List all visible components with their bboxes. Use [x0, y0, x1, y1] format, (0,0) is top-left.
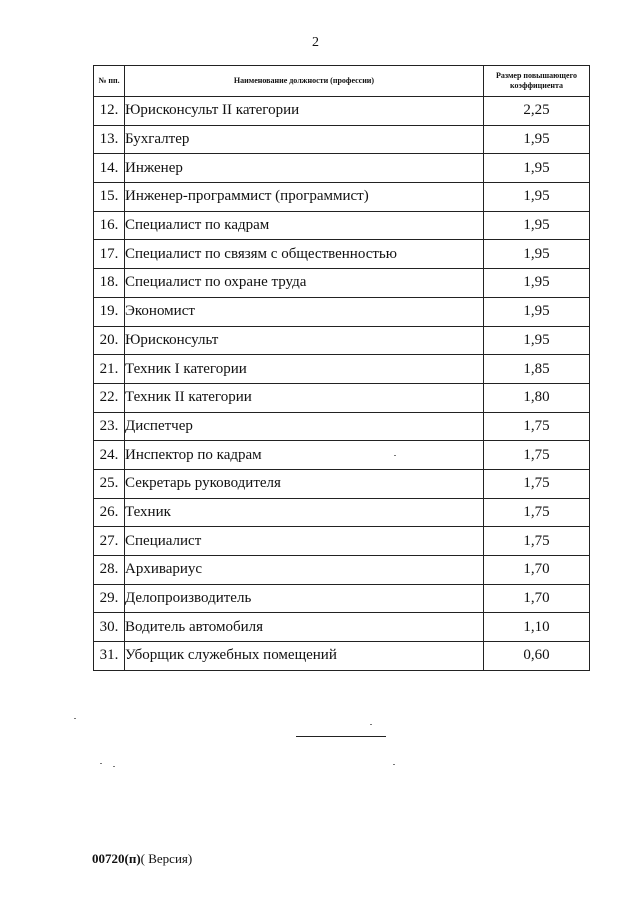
row-coefficient: 1,95	[484, 125, 590, 154]
row-number: 29.	[94, 584, 125, 613]
scan-speck	[370, 724, 372, 725]
row-number: 31.	[94, 642, 125, 671]
row-position-name: Специалист	[125, 527, 484, 556]
table-row	[94, 613, 590, 642]
row-position-name: Техник I категории	[125, 355, 484, 384]
row-coefficient: 1,75	[484, 527, 590, 556]
table-header	[94, 66, 590, 97]
table-row	[94, 240, 590, 269]
row-coefficient: 1,10	[484, 613, 590, 642]
row-number: 12.	[94, 97, 125, 126]
table-row	[94, 556, 590, 585]
row-coefficient: 1,95	[484, 297, 590, 326]
row-position-name: Инспектор по кадрам	[125, 441, 484, 470]
row-number: 20.	[94, 326, 125, 355]
row-position-name: Бухгалтер	[125, 125, 484, 154]
row-position-name: Юрисконсульт	[125, 326, 484, 355]
document-code-number: 00720(п)	[92, 851, 141, 866]
row-number: 23.	[94, 412, 125, 441]
table-row	[94, 498, 590, 527]
table-row	[94, 269, 590, 298]
table-row	[94, 383, 590, 412]
table-row	[94, 584, 590, 613]
row-position-name: Техник	[125, 498, 484, 527]
row-number: 13.	[94, 125, 125, 154]
row-coefficient: 1,75	[484, 412, 590, 441]
row-position-name: Секретарь руководителя	[125, 469, 484, 498]
table-row	[94, 412, 590, 441]
row-number: 25.	[94, 469, 125, 498]
row-number: 17.	[94, 240, 125, 269]
row-number: 30.	[94, 613, 125, 642]
row-position-name: Архивариус	[125, 556, 484, 585]
row-coefficient: 1,95	[484, 211, 590, 240]
header-number: № пп.	[94, 66, 125, 97]
document-version: ( Версия)	[140, 851, 193, 866]
row-coefficient: 0,60	[484, 642, 590, 671]
row-position-name: Делопроизводитель	[125, 584, 484, 613]
row-coefficient: 1,95	[484, 269, 590, 298]
row-coefficient: 1,95	[484, 154, 590, 183]
row-coefficient: 1,95	[484, 183, 590, 212]
row-number: 16.	[94, 211, 125, 240]
row-coefficient: 1,85	[484, 355, 590, 384]
scan-speck	[394, 455, 396, 456]
scan-speck	[74, 718, 76, 719]
table-row	[94, 97, 590, 126]
table-row	[94, 527, 590, 556]
row-coefficient: 1,80	[484, 383, 590, 412]
row-position-name: Инженер-программист (программист)	[125, 183, 484, 212]
table-body	[94, 97, 590, 671]
table-row	[94, 183, 590, 212]
row-coefficient: 1,95	[484, 326, 590, 355]
row-coefficient: 1,75	[484, 441, 590, 470]
page-number: 2	[312, 35, 319, 50]
coefficient-table	[93, 65, 590, 671]
table-row	[94, 441, 590, 470]
scan-speck	[113, 766, 115, 767]
header-position-name: Наименование должности (профессии)	[125, 66, 484, 97]
row-position-name: Диспетчер	[125, 412, 484, 441]
row-number: 18.	[94, 269, 125, 298]
row-position-name: Инженер	[125, 154, 484, 183]
document-code	[92, 851, 192, 867]
row-position-name: Экономист	[125, 297, 484, 326]
row-coefficient: 1,95	[484, 240, 590, 269]
row-number: 27.	[94, 527, 125, 556]
row-number: 28.	[94, 556, 125, 585]
scan-speck	[393, 764, 395, 765]
row-coefficient: 1,70	[484, 556, 590, 585]
row-position-name: Специалист по охране труда	[125, 269, 484, 298]
table-header-row	[94, 66, 590, 97]
row-coefficient: 1,75	[484, 469, 590, 498]
row-coefficient: 1,75	[484, 498, 590, 527]
table-row	[94, 297, 590, 326]
table-row	[94, 355, 590, 384]
row-position-name: Юрисконсульт II категории	[125, 97, 484, 126]
table-row	[94, 211, 590, 240]
scan-speck	[100, 763, 102, 764]
signature-line	[296, 736, 386, 737]
table-row	[94, 642, 590, 671]
table-row	[94, 469, 590, 498]
row-number: 15.	[94, 183, 125, 212]
row-position-name: Уборщик служебных помещений	[125, 642, 484, 671]
row-number: 22.	[94, 383, 125, 412]
header-coefficient: Размер повышающего коэффициента	[484, 66, 590, 97]
row-position-name: Водитель автомобиля	[125, 613, 484, 642]
row-position-name: Специалист по кадрам	[125, 211, 484, 240]
row-number: 14.	[94, 154, 125, 183]
table-row	[94, 326, 590, 355]
table-row	[94, 154, 590, 183]
row-position-name: Специалист по связям с общественностью	[125, 240, 484, 269]
row-coefficient: 2,25	[484, 97, 590, 126]
row-position-name: Техник II категории	[125, 383, 484, 412]
row-coefficient: 1,70	[484, 584, 590, 613]
row-number: 24.	[94, 441, 125, 470]
row-number: 19.	[94, 297, 125, 326]
row-number: 21.	[94, 355, 125, 384]
table-row	[94, 125, 590, 154]
row-number: 26.	[94, 498, 125, 527]
